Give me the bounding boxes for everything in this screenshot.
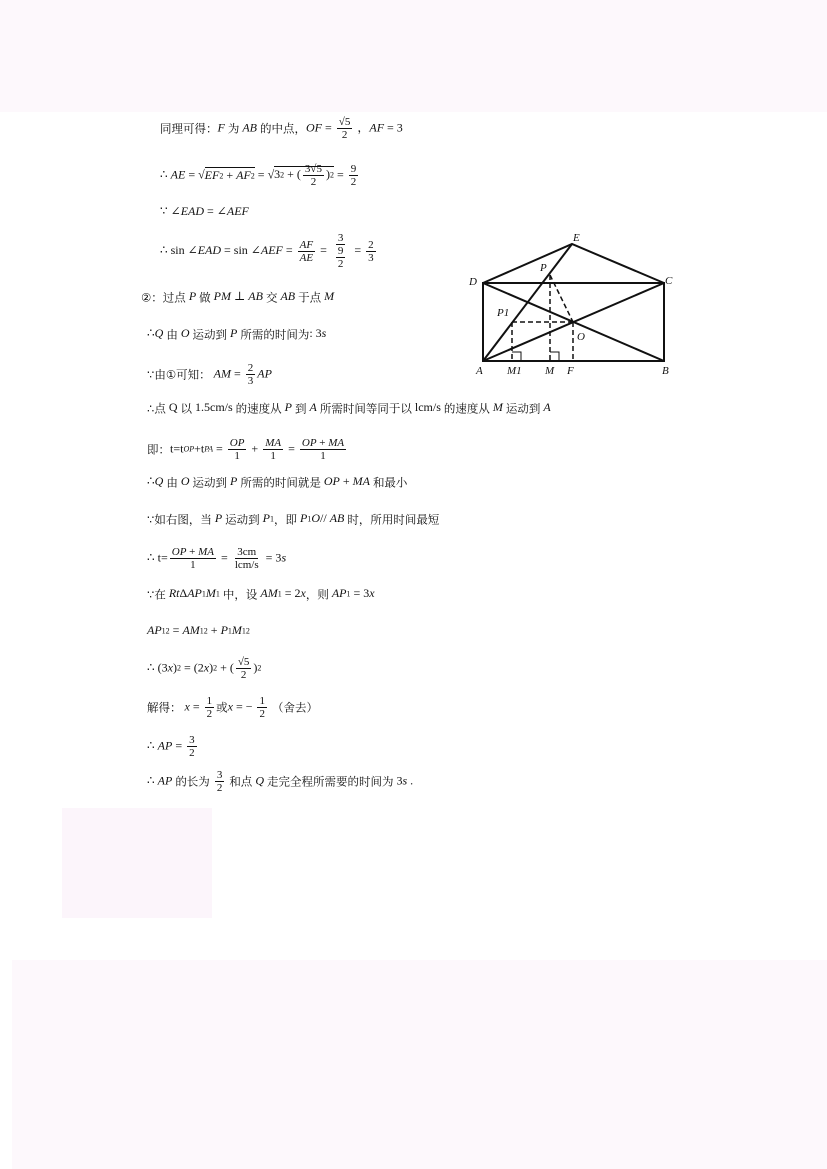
solution-line-12: ∴ t= $\frac{OP + MA}{1}$ = $\frac{3cm}{\text{lcm/s}}$ = 3s xyxy=(147,546,287,571)
solution-line-5: ②：过点 P 做 PM ⊥ AB 交 AB 于点 M xyxy=(141,289,335,305)
label-f: F xyxy=(567,365,574,377)
label-e: E xyxy=(573,232,580,244)
solution-line-3: ∵ ∠EAD = ∠AEF xyxy=(160,204,249,218)
label-a: A xyxy=(476,365,483,377)
solution-line-18: ∴ AP 的长为 $\frac{3}{2}$ 和点 Q 走完全程所需要的时间为 3s . xyxy=(147,769,414,794)
right-angle-m xyxy=(550,352,559,361)
solution-line-10: ∴Q 由 O 运动到 P 所需的时间就是 OP + MA 和最小 xyxy=(147,474,408,490)
solution-line-15: ∴ (3x)2 = (2x)2 + ( $\frac{√5}{2}$ )2 xyxy=(147,656,262,681)
solution-line-14: AP12 = AM12 + P1M12 xyxy=(147,623,250,637)
solution-line-1: 同理可得：F 为 AB 的中点，OF = $\frac{√5}{2}$ ，AF = 3 xyxy=(160,116,403,141)
label-m1: M1 xyxy=(507,365,522,377)
solution-line-17: ∴ AP = $\frac{3}{2}$ xyxy=(147,734,195,759)
label-d: D xyxy=(469,276,477,288)
solution-line-13: ∵在 RtΔAP1M1 中，设 AM1 = 2x，则 AP1 = 3x xyxy=(147,586,375,602)
label-b: B xyxy=(662,365,669,377)
label-o: O xyxy=(577,331,585,343)
label-c: C xyxy=(665,275,673,287)
solution-line-9: 即：t=tOP+tPA = $\frac{OP}{1}$ + $\frac{MA}{1}$ = $\frac{OP + MA}{1}$ xyxy=(147,437,345,462)
solution-line-8: ∴点 Q 以 1.5cm/s 的速度从 P 到 A 所需时间等同于以 lcm/s 的速度从 M 运动到 A xyxy=(147,400,551,416)
triangle-dec xyxy=(483,244,664,283)
solution-line-4: ∴ sin ∠EAD = sin ∠AEF = $\frac{AF}{AE}$ = $\frac{3}{\frac{9}{2}}$ = $\frac{2}{3}$ xyxy=(160,232,374,270)
solution-line-16: 解得： x = $\frac{1}{2}$ 或x = − $\frac{1}{2}$ （舍去） xyxy=(147,695,318,720)
solution-line-11: ∵如右图，当 P 运动到 P1，即 P1O// AB 时，所用时间最短 xyxy=(147,511,440,527)
solution-line-6: ∴Q 由 O 运动到 P 所需的时间为: 3s xyxy=(147,326,327,342)
solution-line-7: ∵由①可知： AM = $\frac{2}{3}$ AP xyxy=(147,362,272,387)
label-m: M xyxy=(545,365,555,377)
right-angle-m1 xyxy=(512,352,521,361)
label-p1: P1 xyxy=(497,307,510,319)
label-p: P xyxy=(540,262,547,274)
solution-line-2: ∴ AE = √EF2 + AF2 = √32 + ( $\frac{3√5}{2}$ )2 = $\frac{9}{2}$ xyxy=(160,163,357,188)
